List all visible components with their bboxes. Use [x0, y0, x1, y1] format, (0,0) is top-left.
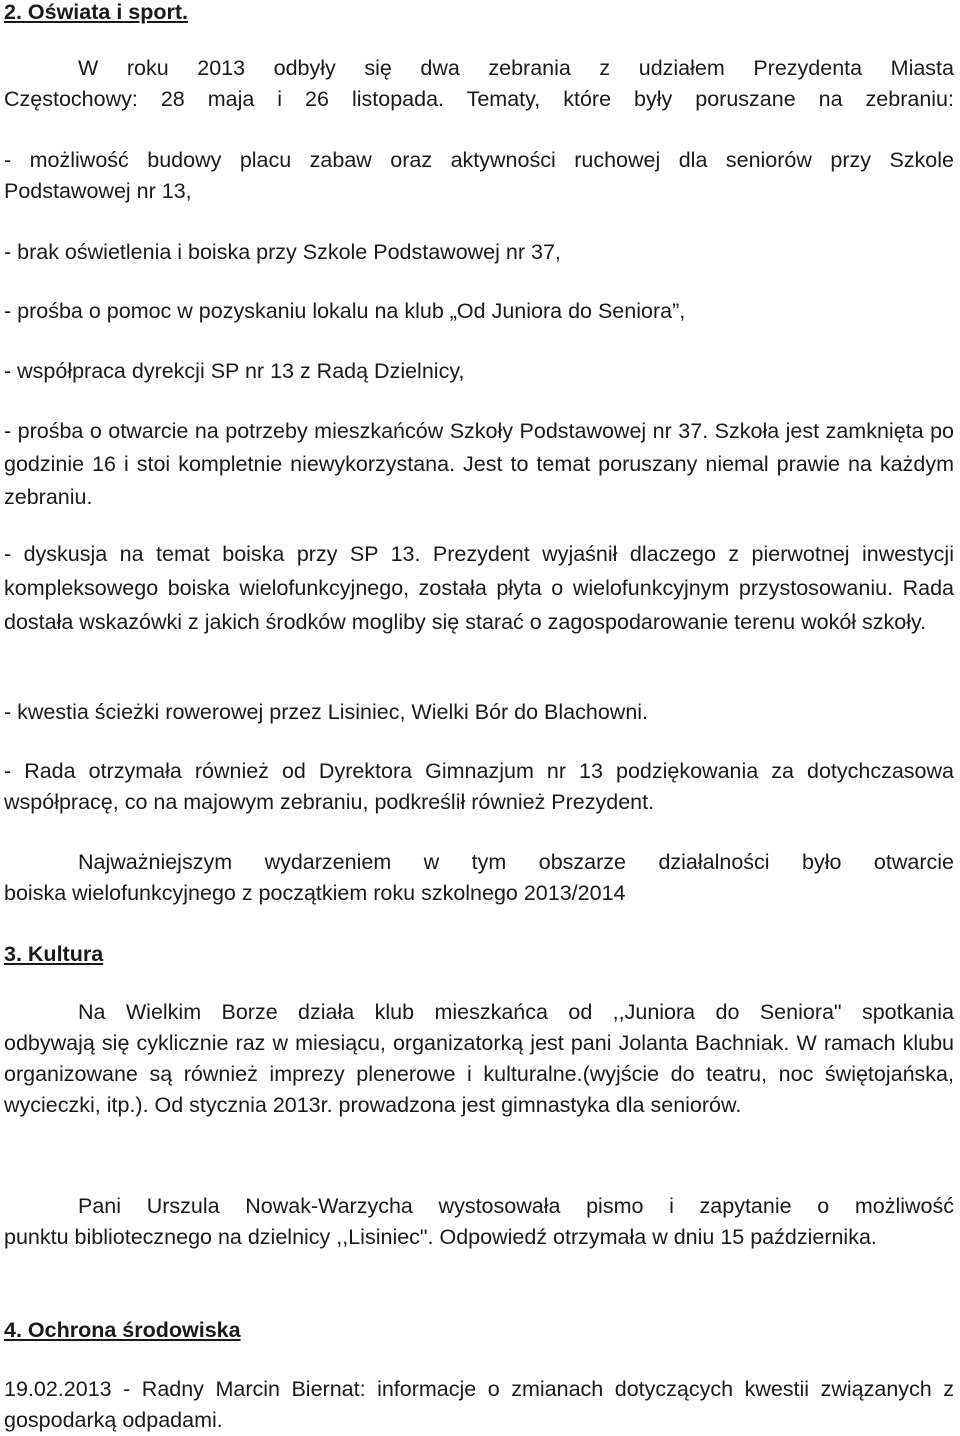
s3-p1-rest: odbywają się cyklicznie raz w miesiącu, organizatorką jest pani Jolanta Bachniak. W ramach klubu organizowane są również imprezy plenerowe i kulturalne.(wyjście do teatru, noc świętojańska, wycieczki, itp.). Od stycznia 2013r. prowadzona jest gimnastyka dla seniorów.	[4, 1031, 954, 1117]
summary-line-1: Najważniejszym wydarzeniem w tym obszarze działalności było otwarcie	[78, 850, 954, 874]
section-2-heading: 2. Oświata i sport.	[4, 0, 188, 24]
section-2-intro	[4, 53, 954, 115]
section-4-heading: 4. Ochrona środowiska	[4, 1318, 241, 1342]
section-3-paragraph-2	[4, 1191, 954, 1253]
topic-item-1	[4, 145, 954, 207]
topic-item-4: - współpraca dyrekcji SP nr 13 z Radą Dzielnicy,	[4, 359, 465, 383]
intro-line-1: W roku 2013 odbyły się dwa zebrania z udziałem Prezydenta Miasta	[78, 56, 954, 80]
topic-item-3: - prośba o pomoc w pozyskaniu lokalu na klub „Od Juniora do Seniora”,	[4, 299, 686, 323]
topic-item-2: - brak oświetlenia i boiska przy Szkole Podstawowej nr 37,	[4, 240, 561, 264]
s3-p2-line-1: Pani Urszula Nowak-Warzycha wystosowała pismo i zapytanie o możliwość	[78, 1194, 954, 1218]
section-4-paragraph-1: 19.02.2013 - Radny Marcin Biernat: informacje o zmianach dotyczących kwestii związanych z gospodarką odpadami.	[4, 1377, 954, 1432]
section-3-heading: 3. Kultura	[4, 942, 104, 966]
s3-p1-line-1: Na Wielkim Borze działa klub mieszkańca od ,,Juniora do Seniora" spotkania	[78, 1000, 954, 1024]
section-2-summary	[4, 847, 954, 909]
section-3-paragraph-1	[4, 997, 954, 1121]
topic-item-1-line-1: - możliwość budowy placu zabaw oraz aktywności ruchowej dla seniorów przy Szkole	[4, 148, 954, 172]
topic-item-7: - kwestia ścieżki rowerowej przez Lisiniec, Wielki Bór do Blachowni.	[4, 700, 649, 724]
summary-line-2: boiska wielofunkcyjnego z początkiem roku szkolnego 2013/2014	[4, 881, 626, 905]
topic-item-5: - prośba o otwarcie na potrzeby mieszkańców Szkoły Podstawowej nr 37. Szkoła jest zamknięta po godzinie 16 i stoi kompletnie niewykorzystana. Jest to temat poruszany niemal prawie na każdym zebraniu.	[4, 419, 954, 509]
topic-item-6: - dyskusja na temat boiska przy SP 13. Prezydent wyjaśnił dlaczego z pierwotnej inwestycji kompleksowego boiska wielofunkcyjnego, została płyta o wielofunkcyjnym przystosowaniu. Rada dostała wskazówki z jakich środków mogliby się starać o zagospodarowanie terenu wokół szkoły.	[4, 542, 954, 634]
topic-item-8: - Rada otrzymała również od Dyrektora Gimnazjum nr 13 podziękowania za dotychczasowa współpracę, co na majowym zebraniu, podkreślił również Prezydent.	[4, 759, 954, 814]
s3-p2-rest: punktu bibliotecznego na dzielnicy ,,Lisiniec". Odpowiedź otrzymała w dniu 15 października.	[4, 1225, 877, 1249]
intro-line-2: Częstochowy: 28 maja i 26 listopada. Tematy, które były poruszane na zebraniu:	[4, 87, 954, 111]
topic-item-1-line-2: Podstawowej nr 13,	[4, 179, 192, 203]
